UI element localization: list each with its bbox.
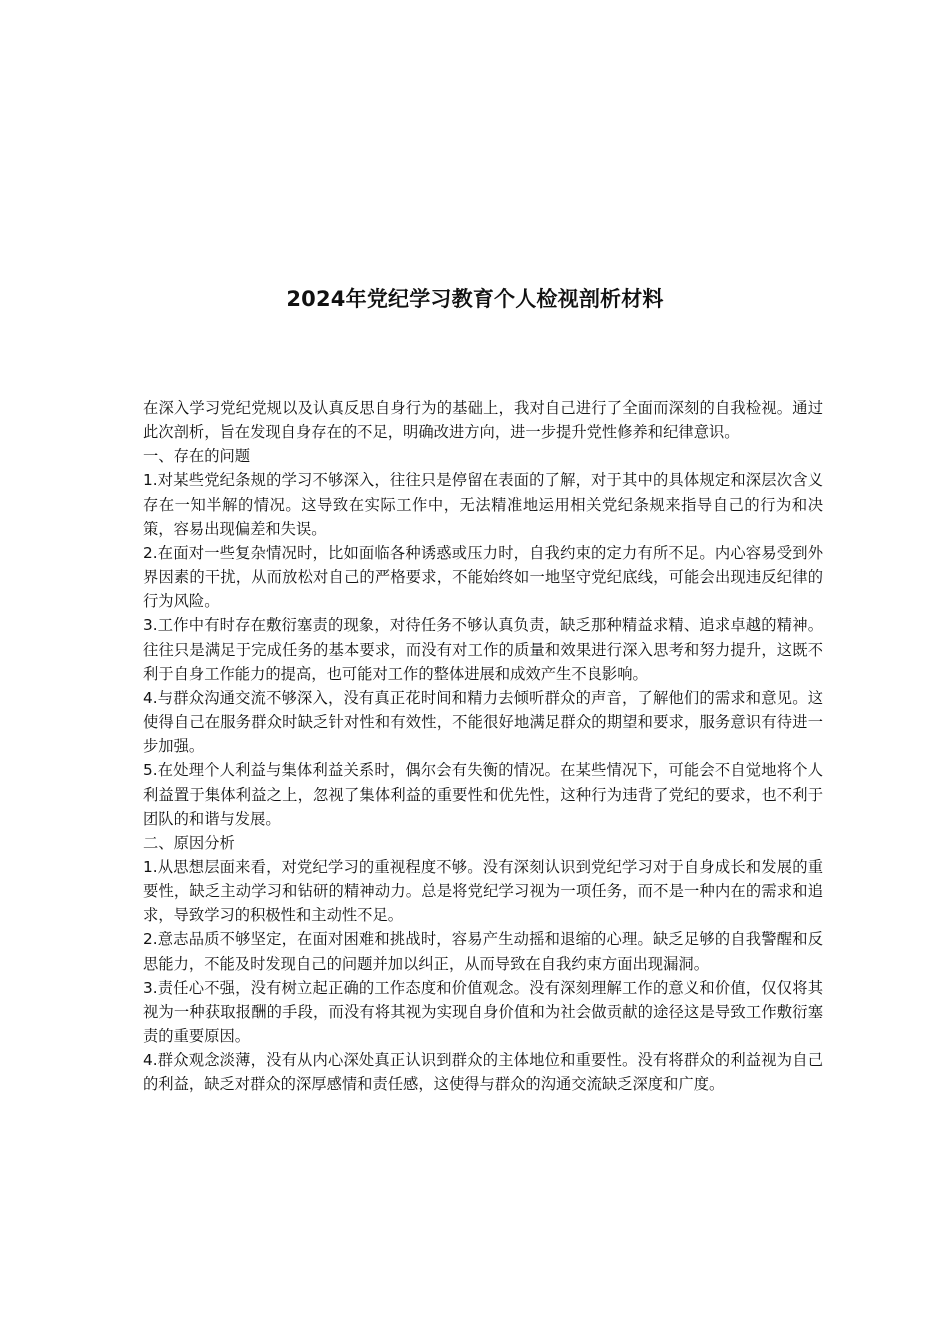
cause-item: 1.从思想层面来看，对党纪学习的重视程度不够。没有深刻认识到党纪学习对于自身成长和发展的重要性，缺乏主动学习和钻研的精神动力。总是将党纪学习视为一项任务，而不是一种内在的需求和追求，导致学习的积极性和主动性不足。: [143, 857, 823, 925]
problem-item: 3.工作中有时存在敷衍塞责的现象，对待任务不够认真负责，缺乏那种精益求精、追求卓越的精神。往往只是满足于完成任务的基本要求，而没有对工作的质量和效果进行深入思考和努力提升，这既不利于自身工作能力的提高，也可能对工作的整体进展和成效产生不良影响。: [143, 616, 823, 683]
problem-item: 5.在处理个人利益与集体利益关系时，偶尔会有失衡的情况。在某些情况下，可能会不自觉地将个人利益置于集体利益之上，忽视了集体利益的重要性和优先性，这种行为违背了党纪的要求，也不利于团队的和谐与发展。: [143, 761, 823, 828]
problem-item: 1.对某些党纪条规的学习不够深入，往往只是停留在表面的了解，对于其中的具体规定和深层次含义存在一知半解的情况。这导致在实际工作中，无法精准地运用相关党纪条规来指导自己的行为和决策，容易出现偏差和失误。: [143, 471, 823, 538]
problem-item: 4.与群众沟通交流不够深入，没有真正花时间和精力去倾听群众的声音，了解他们的需求和意见。这使得自己在服务群众时缺乏针对性和有效性，不能很好地满足群众的期望和要求，服务意识有待进一步加强。: [143, 688, 823, 756]
document-title: 2024年党纪学习教育个人检视剖析材料: [286, 287, 664, 311]
section-heading-problems: 一、存在的问题: [143, 447, 251, 466]
cause-item: 2.意志品质不够坚定，在面对困难和挑战时，容易产生动摇和退缩的心理。缺乏足够的自我警醒和反思能力，不能及时发现自己的问题并加以纠正，从而导致在自我约束方面出现漏洞。: [143, 930, 823, 973]
intro-paragraph: 在深入学习党纪党规以及认真反思自身行为的基础上，我对自己进行了全面而深刻的自我检视。通过此次剖析，旨在发现自身存在的不足，明确改进方向，进一步提升党性修养和纪律意识。: [143, 399, 823, 442]
document-body: [143, 396, 823, 1097]
section-heading-causes: 二、原因分析: [143, 833, 235, 852]
problem-item: 2.在面对一些复杂情况时，比如面临各种诱惑或压力时，自我约束的定力有所不足。内心容易受到外界因素的干扰，从而放松对自己的严格要求，不能始终如一地坚守党纪底线，可能会出现违反纪律的行为风险。: [143, 543, 823, 611]
cause-item: 4.群众观念淡薄，没有从内心深处真正认识到群众的主体地位和重要性。没有将群众的利益视为自己的利益，缺乏对群众的深厚感情和责任感，这使得与群众的沟通交流缺乏深度和广度。: [143, 1051, 823, 1094]
cause-item: 3.责任心不强，没有树立起正确的工作态度和价值观念。没有深刻理解工作的意义和价值，仅仅将其视为一种获取报酬的手段，而没有将其视为实现自身价值和为社会做贡献的途径这是导致工作敷衍塞责的重要原因。: [143, 978, 823, 1046]
